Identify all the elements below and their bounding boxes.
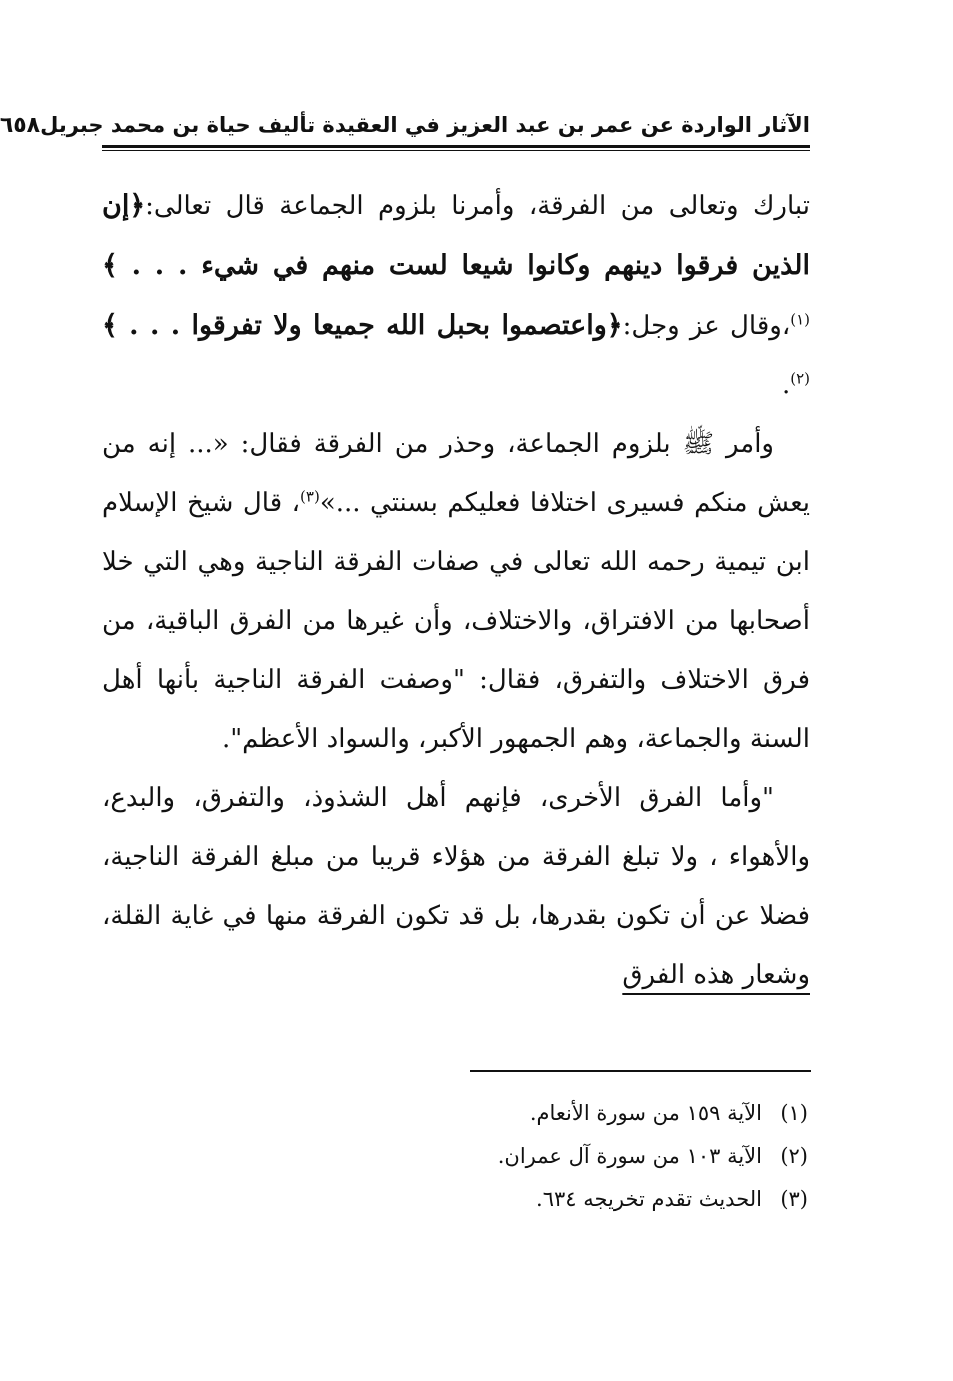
footnote-2 <box>402 1135 808 1178</box>
header-title: الآثار الواردة عن عمر بن عبد العزيز في العقيدة تأليف حياة بن محمد جبريل <box>40 113 810 137</box>
footnote-ref-2: (٢) <box>790 369 810 388</box>
paragraph-1 <box>102 176 810 415</box>
p1-text-2: ،وقال عز وجل: <box>622 311 791 341</box>
p1-text-1: تبارك وتعالى من الفرقة، وأمرنا بلزوم الجماعة قال تعالى: <box>145 191 810 221</box>
footnote-text: الحديث تقدم تخريجه ٦٣٤. <box>536 1187 762 1211</box>
page-header <box>0 108 810 142</box>
footnote-text: الآية ١٠٣ من سورة آل عمران. <box>497 1144 762 1168</box>
footnote-3 <box>402 1178 808 1221</box>
footnote-number: (٣) <box>780 1187 808 1211</box>
p3-underlined-text: وشعار هذه الفرق <box>622 960 810 990</box>
header-rule-thick <box>102 145 810 148</box>
body-text <box>102 176 810 1005</box>
footnote-number: (٢) <box>780 1144 808 1168</box>
p1-text-3: . <box>781 370 791 400</box>
footnote-separator <box>470 1070 811 1072</box>
p2-text-2: ، قال شيخ الإسلام ابن تيمية رحمه الله تعالى في صفات الفرقة الناجية وهي التي خلا أصحابها من الافتراق، والاختلاف، وأن غيرها من الفرق الباقية، من فرق الاختلاف والتفرق، فقال: "وصفت الفرقة الناجية بأنها أهل السنة والجماعة، وهم الجمهور الأكبر، والسواد الأعظم". <box>102 488 810 754</box>
quran-verse-2: ﴿واعتصموا بحبل الله جميعا ولا تفرقوا . . . ﴾ <box>102 310 623 341</box>
header-rule-thin <box>102 150 810 151</box>
paragraph-2 <box>102 415 810 769</box>
footnote-ref-3: (٣) <box>300 487 320 506</box>
footnote-1 <box>402 1092 808 1135</box>
p3-text-1: "وأما الفرق الأخرى، فإنهم أهل الشذوذ، والتفرق، والبدع، والأهواء ، ولا تبلغ الفرقة من هؤلاء قريبا من مبلغ الفرقة الناجية، فضلا عن أن تكون بقدرها، بل قد تكون الفرقة منها في غاية القلة، <box>102 783 810 931</box>
footnote-ref-1: (١) <box>790 310 810 329</box>
quran-verse-1: ﴿إن الذين فرقوا دينهم وكانوا شيعا لست منهم في شيء . . . ﴾ <box>102 190 810 281</box>
page-number: ٦٥٨ <box>0 112 41 138</box>
paragraph-3 <box>102 769 810 1005</box>
footnote-number: (١) <box>780 1101 808 1125</box>
footnote-text: الآية ١٥٩ من سورة الأنعام. <box>529 1101 762 1125</box>
footnotes <box>402 1092 808 1221</box>
p2-text-1: وأمر ﷺ بلزوم الجماعة، وحذر من الفرقة فقال: «... إنه من يعش منكم فسيرى اختلافا فعليكم بسنتي ...» <box>102 429 810 518</box>
